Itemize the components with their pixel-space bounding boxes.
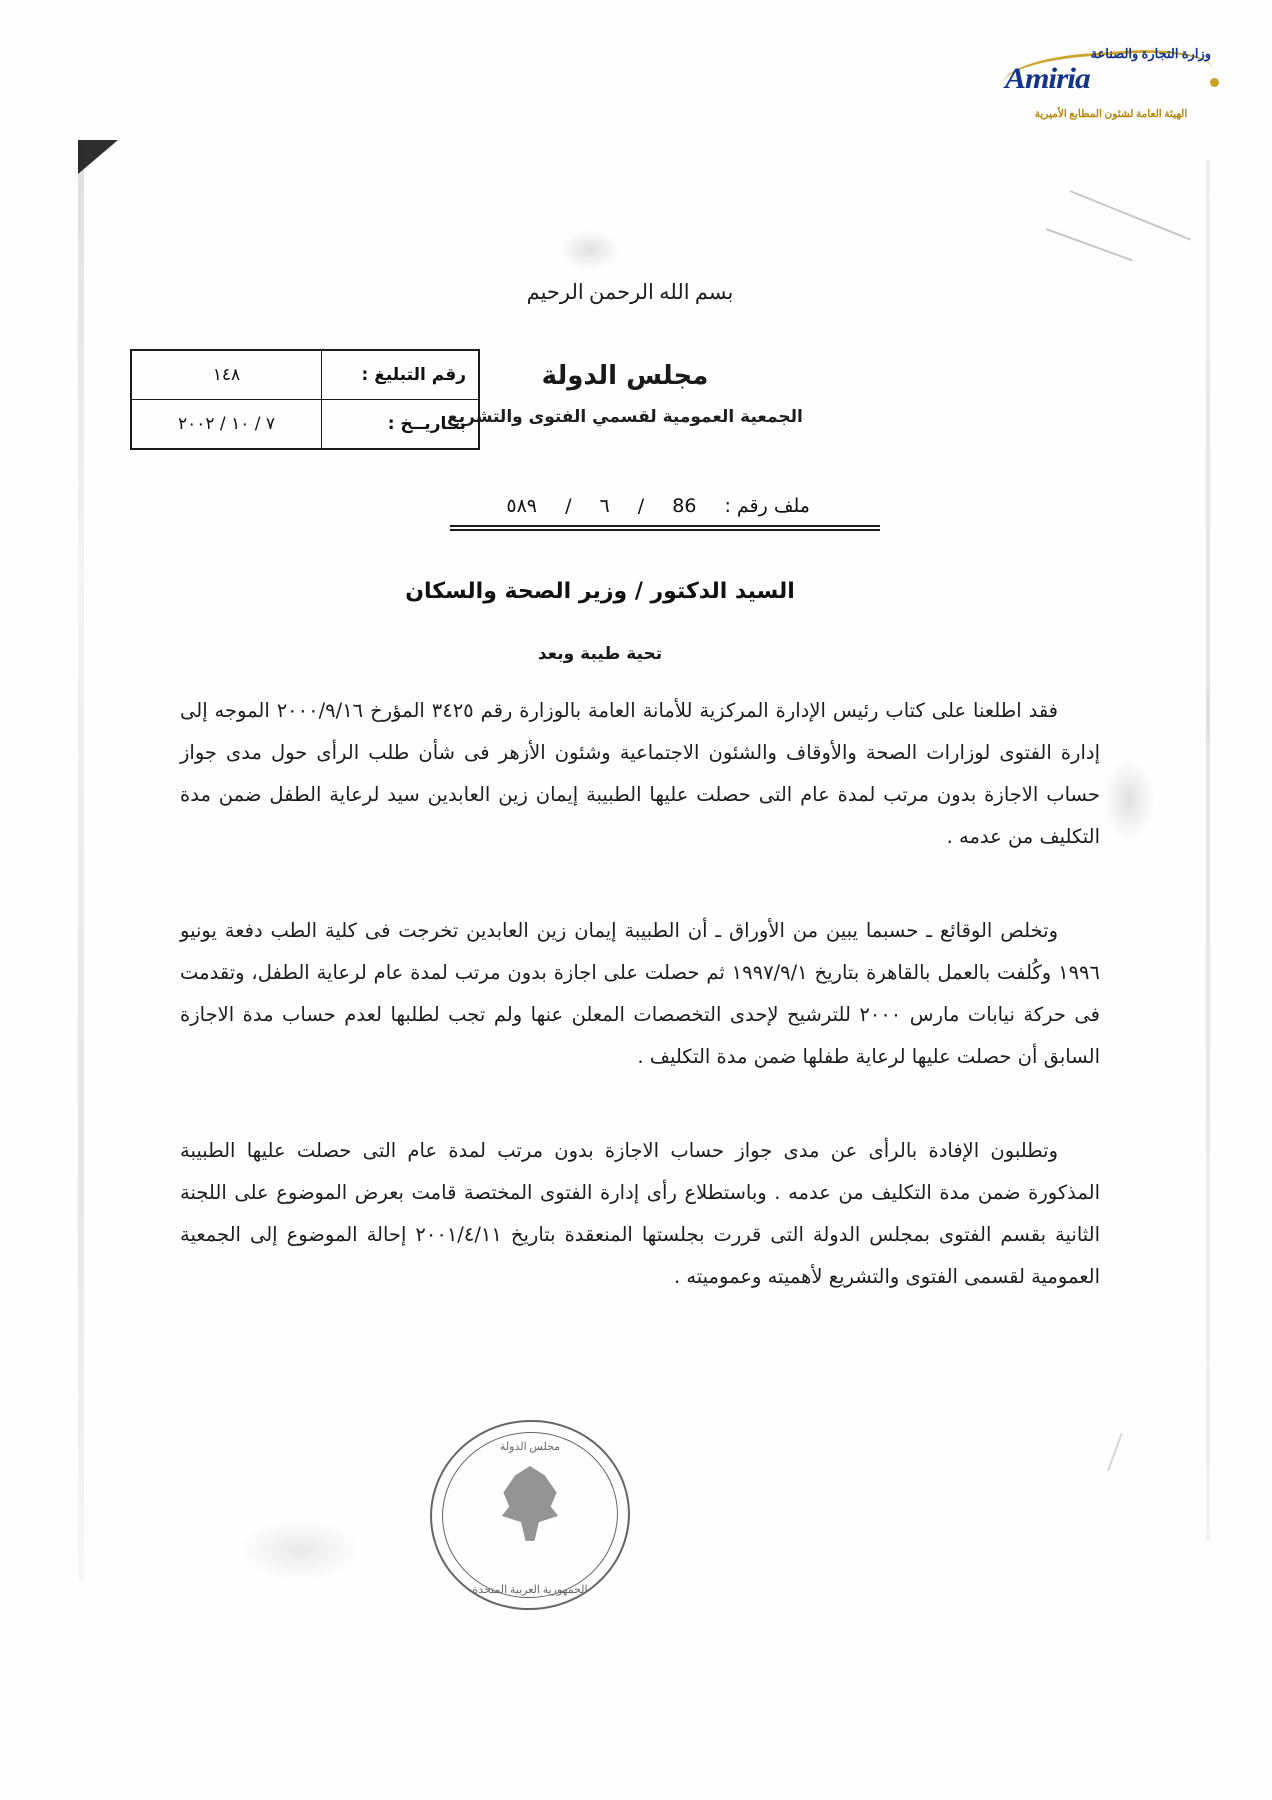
logo-dot-icon xyxy=(1210,78,1219,87)
publisher-logo xyxy=(986,44,1236,120)
file-number-part1: 86 xyxy=(672,495,697,517)
logo-arabic-name: وزارة التجارة والصناعة xyxy=(1090,46,1211,61)
official-stamp xyxy=(430,1420,630,1610)
file-number-line: ملف رقم : 86 / ٦ / ٥٨٩ xyxy=(120,495,1140,517)
double-rule-divider xyxy=(450,525,880,531)
paragraph-3: وتطلبون الإفادة بالرأى عن مدى جواز حساب الاجازة بدون مرتب لمدة عام التى حصلت عليها الطبيبة المذكورة ضمن مدة التكليف من عدمه . وباستطلاع رأى إدارة الفتوى المختصة قامت بعرض الموضوع على اللجنة الثانية بقسم الفتوى بمجلس الدولة التى قررت بجلستها المنعقدة بتاريخ ٢٠٠١/٤/١١ إحالة الموضوع إلى الجمعية العمومية لقسمى الفتوى والتشريع لأهميته وعموميته . xyxy=(180,1139,1101,1288)
issuing-authority xyxy=(410,361,840,427)
registration-date-value: ٧ / ١٠ / ٢٠٠٢ xyxy=(131,400,322,450)
greeting-line: تحية طيبة وبعد xyxy=(537,644,663,664)
paragraph-2: وتخلص الوقائع ـ حسبما يبين من الأوراق ـ أن الطبيبة إيمان زين العابدين تخرجت فى كلية الطب دفعة يونيو ١٩٩٦ وكُلفت بالعمل بالقاهرة بتاريخ ١٩٩٧/٩/١ ثم حصلت على اجازة بدون مرتب لمدة عام لرعاية الطفل، وتقدمت فى حركة نيابات مارس ٢٠٠٠ للترشيح لإحدى التخصصات المعلن عنها ولم تجب لطلبها لعدم حساب مدة الاجازة السابق أن حصلت عليها لرعاية طفلها ضمن مدة التكليف . xyxy=(180,919,1100,1068)
document-header-row xyxy=(120,341,1140,461)
scan-edge-left xyxy=(78,140,84,1580)
logo-wordmark: Amiria xyxy=(1004,62,1090,95)
scan-edge-right xyxy=(1206,160,1210,1540)
scan-smudge xyxy=(240,1520,360,1580)
scan-streak xyxy=(1107,1433,1123,1471)
stamp-bottom-text: الجمهورية العربية المتحدة xyxy=(472,1584,588,1596)
file-number-part3: ٥٨٩ xyxy=(506,495,538,517)
council-subtitle: الجمعية العمومية لقسمي الفتوى والتشريع xyxy=(447,407,803,427)
registration-number-label: رقم التبليغ : xyxy=(322,350,480,400)
stamp-top-text: مجلس الدولة xyxy=(499,1441,561,1453)
basmala-line: بسم الله الرحمن الرحيم xyxy=(526,280,734,304)
registration-date-label: بتـاريــخ : xyxy=(322,400,480,450)
logo-mark xyxy=(1001,44,1221,106)
addressee-line: السيد الدكتور / وزير الصحة والسكان xyxy=(405,579,795,604)
scan-corner-artifact xyxy=(78,140,118,174)
council-title: مجلس الدولة xyxy=(541,361,709,391)
registration-number-value: ١٤٨ xyxy=(131,350,322,400)
file-number-label: ملف رقم : xyxy=(724,495,810,517)
paragraph-1: فقد اطلعنا على كتاب رئيس الإدارة المركزية للأمانة العامة بالوزارة رقم ٣٤٢٥ المؤرخ ٢٠٠٠/٩/١٦ الموجه إلى إدارة الفتوى لوزارات الصحة والأوقاف والشئون الاجتماعية وشئون الأزهر فى شأن طلب الرأى حول مدى جواز حساب الاجازة بدون مرتب لمدة عام التى حصلت عليها الطبيبة إيمان زين العابدين سيد لرعاية الطفل ضمن مدة التكليف من عدمه . xyxy=(180,699,1100,848)
document-body xyxy=(120,150,1140,1298)
file-number-part2: ٦ xyxy=(599,495,610,517)
logo-caption: الهيئة العامة لشئون المطابع الأميرية xyxy=(1034,109,1188,120)
